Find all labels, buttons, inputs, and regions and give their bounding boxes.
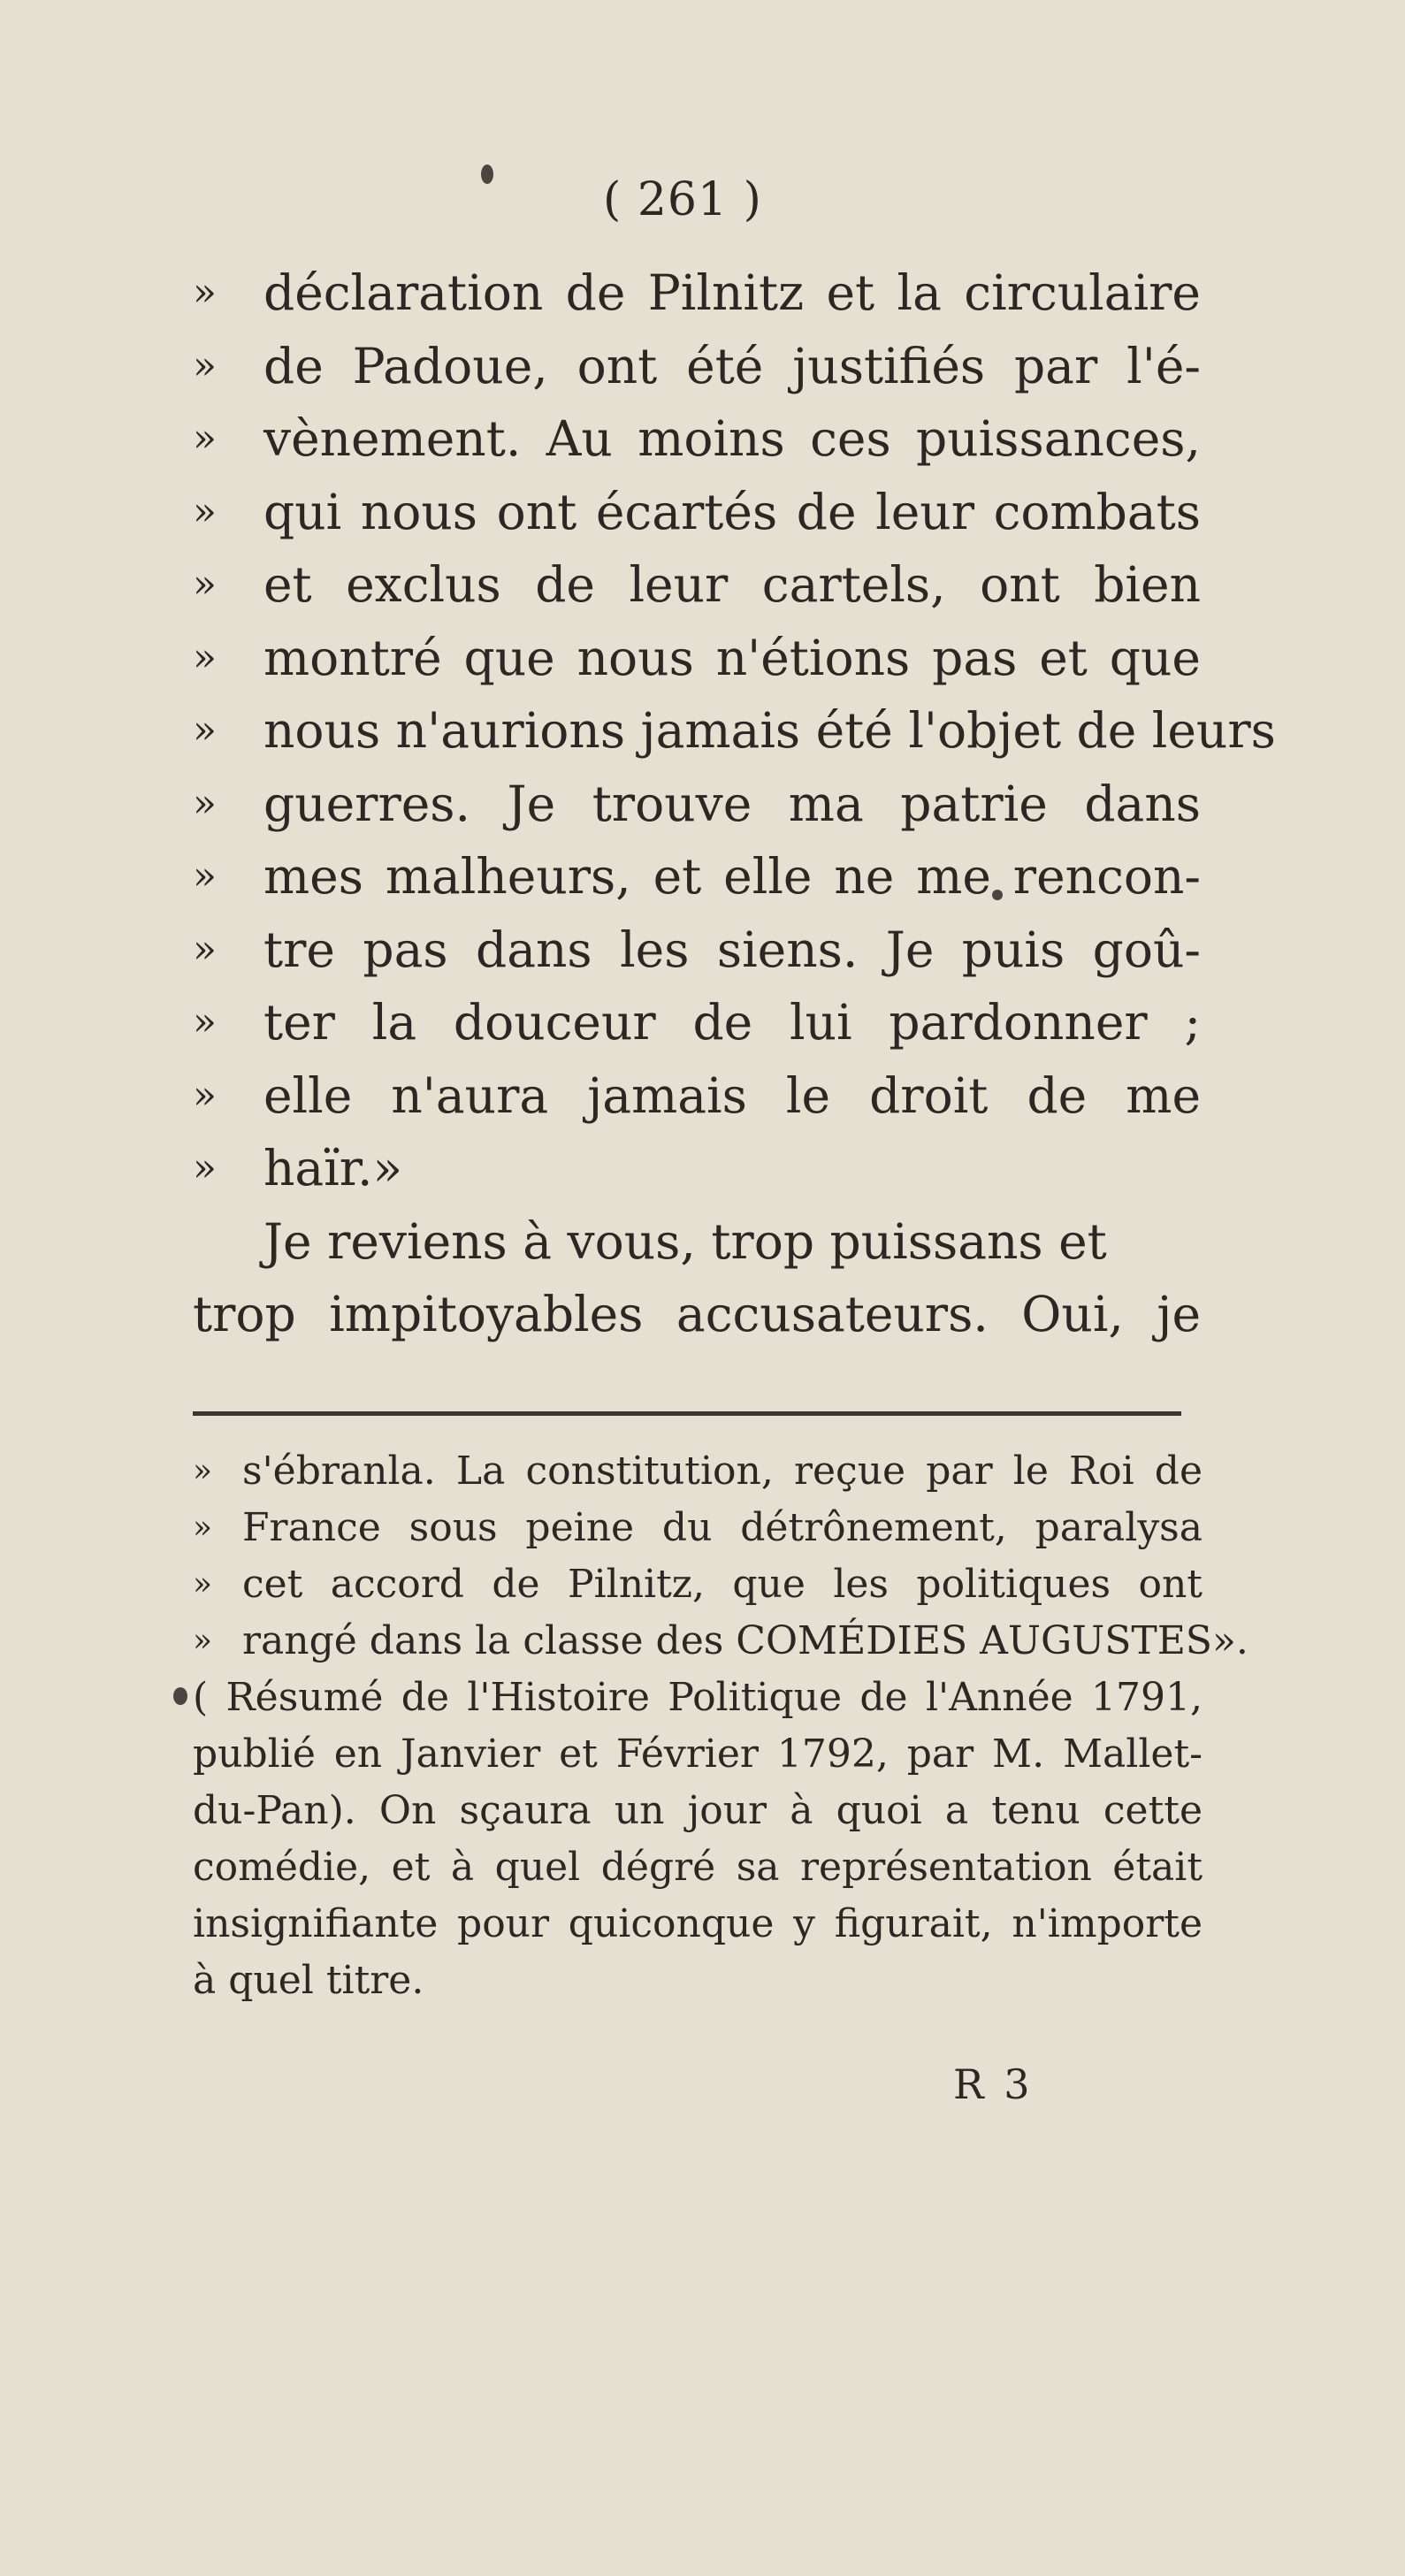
line-text: à quel titre. — [193, 1958, 424, 2003]
text-line — [193, 1132, 1201, 1205]
text-line — [193, 1059, 1201, 1133]
footnote-line — [193, 1443, 1203, 1500]
main-text — [193, 256, 1276, 1351]
text-line — [193, 622, 1201, 695]
footnote-line — [193, 1896, 1203, 1953]
paragraph-start-line — [193, 1205, 1201, 1279]
quote-mark: » — [193, 1510, 213, 1546]
text-line — [193, 840, 1201, 913]
text-line — [193, 694, 1276, 768]
text-line — [193, 476, 1201, 549]
ink-speck — [481, 164, 493, 184]
line-text: tre pas dans les siens. Je puis goû- — [263, 921, 1201, 978]
text-line — [193, 256, 1201, 330]
line-text: guerres. Je trouve ma patrie dans — [263, 775, 1201, 832]
footnote-line — [193, 1783, 1203, 1839]
footnote-rule — [193, 1411, 1181, 1416]
quote-mark: » — [193, 780, 217, 826]
footnote-line — [193, 1613, 1248, 1670]
footnote — [193, 1443, 1248, 2009]
line-text: montré que nous n'étions pas et que — [263, 629, 1201, 686]
quote-mark: » — [193, 1623, 213, 1659]
line-text: trop impitoyables accusateurs. Oui, je — [193, 1286, 1201, 1342]
text-line — [193, 548, 1201, 622]
line-text: s'ébranla. La constitution, reçue par le Roi de — [242, 1449, 1203, 1494]
quote-mark: » — [193, 1453, 213, 1489]
line-text: vènement. Au moins ces puissances, — [263, 410, 1201, 467]
text-line — [193, 986, 1201, 1059]
footnote-line — [193, 1726, 1203, 1783]
footnote-line — [193, 1556, 1203, 1613]
quote-mark: » — [193, 342, 217, 388]
line-text: publié en Janvier et Février 1792, par M. Mallet- — [193, 1731, 1203, 1777]
line-text: rangé dans la classe des COMÉDIES AUGUSTES». — [242, 1618, 1248, 1663]
footnote-line — [193, 1953, 1203, 2009]
quote-mark: » — [193, 1566, 213, 1602]
line-text: du-Pan). On sçaura un jour à quoi a tenu cette — [193, 1788, 1203, 1833]
quote-mark: » — [193, 707, 217, 753]
line-text: de Padoue, ont été justifiés par l'é- — [263, 337, 1201, 394]
line-text: nous n'aurions jamais été l'objet de leurs — [263, 702, 1276, 759]
line-text: France sous peine du détrônement, paralysa — [242, 1505, 1203, 1550]
quote-mark: » — [193, 270, 217, 315]
quote-mark: » — [193, 488, 217, 534]
line-text: comédie, et à quel dégré sa représentation était — [193, 1845, 1203, 1890]
line-text: ter la douceur de lui pardonner ; — [263, 994, 1201, 1051]
line-text: haïr.» — [263, 1140, 403, 1196]
line-text: qui nous ont écartés de leur combats — [263, 483, 1201, 540]
line-text: déclaration de Pilnitz et la circulaire — [263, 264, 1201, 321]
quote-mark: » — [193, 1145, 217, 1190]
text-line — [193, 402, 1201, 476]
text-line — [193, 913, 1201, 987]
quote-mark: » — [193, 634, 217, 680]
line-text: cet accord de Pilnitz, que les politiques ont — [242, 1562, 1203, 1607]
page-number: ( 261 ) — [603, 173, 762, 226]
text-line — [193, 1278, 1201, 1351]
quote-mark: » — [193, 926, 217, 972]
line-text: elle n'aura jamais le droit de me — [263, 1066, 1201, 1124]
footnote-line — [193, 1839, 1203, 1896]
line-text: insignifiante pour quiconque y figurait, n'importe — [193, 1901, 1203, 1946]
signature-mark: R 3 — [953, 2060, 1034, 2108]
quote-mark: » — [193, 416, 217, 461]
text-line — [193, 768, 1201, 841]
quote-mark: » — [193, 562, 217, 607]
quote-mark: » — [193, 1072, 217, 1118]
line-text: et exclus de leur cartels, ont bien — [263, 556, 1201, 613]
quote-mark: » — [193, 853, 217, 898]
line-text: mes malheurs, et elle ne me rencon- — [263, 848, 1201, 905]
text-line — [193, 330, 1201, 403]
line-text: Je reviens à vous, trop puissans et — [263, 1212, 1107, 1270]
footnote-line — [193, 1500, 1203, 1556]
ink-speck — [173, 1687, 187, 1705]
footnote-line — [193, 1670, 1203, 1726]
quote-mark: » — [193, 999, 217, 1044]
line-text: ( Résumé de l'Histoire Politique de l'Année 1791, — [193, 1675, 1203, 1720]
